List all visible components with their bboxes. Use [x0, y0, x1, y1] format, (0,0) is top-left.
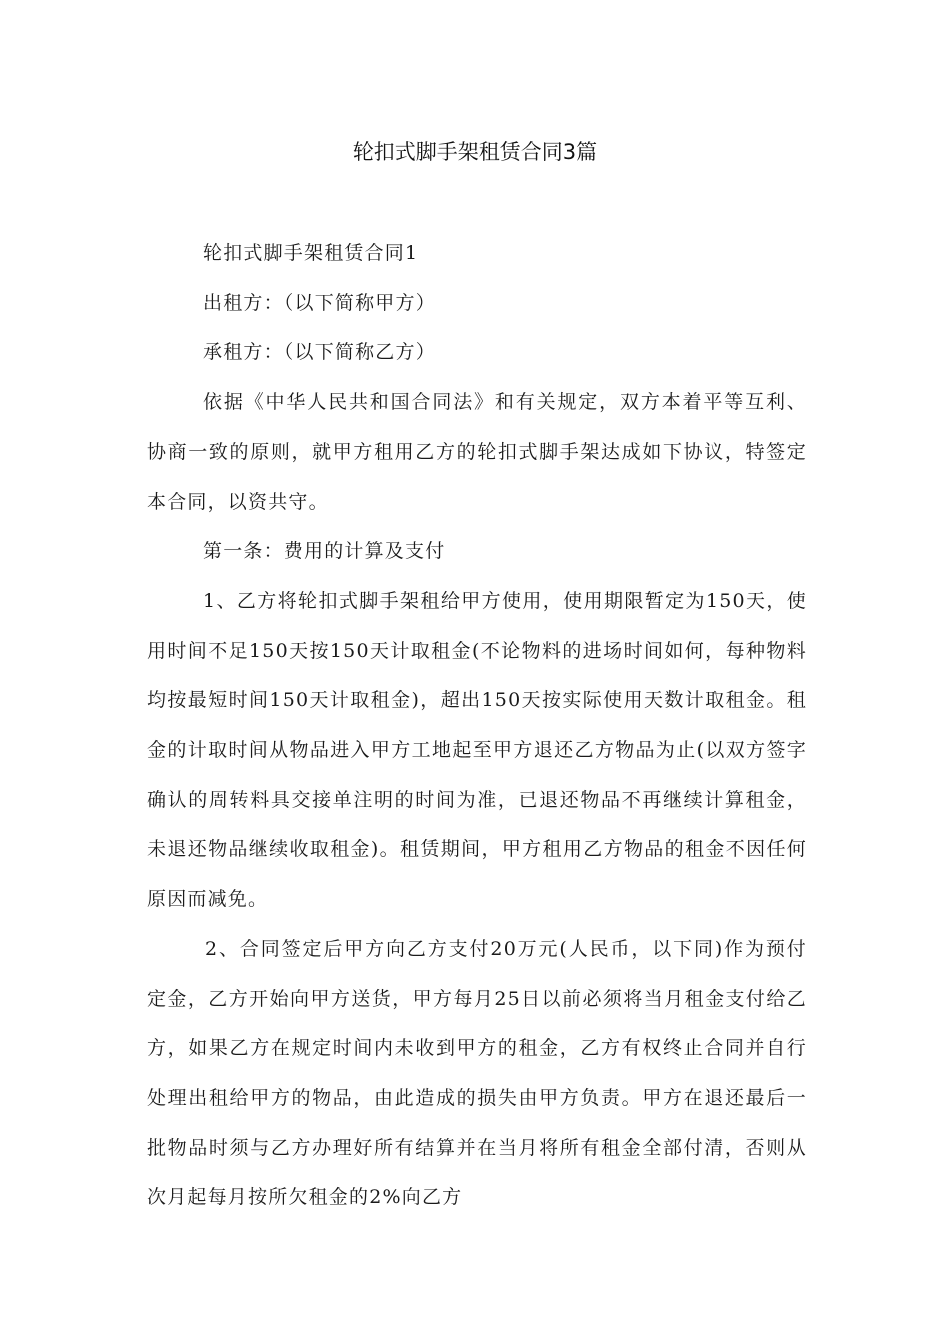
- preamble-paragraph: 依据《中华人民共和国合同法》和有关规定，双方本着平等互利、协商一致的原则，就甲方租用乙方的轮扣式脚手架达成如下协议，特签定本合同，以资共守。: [147, 391, 807, 513]
- lessor-line: 出租方：（以下简称甲方）: [203, 291, 436, 314]
- lessee-line: 承租方：（以下简称乙方）: [203, 341, 436, 364]
- contract-subtitle: 轮扣式脚手架租赁合同1: [203, 242, 419, 264]
- clause-1-paragraph: 1、乙方将轮扣式脚手架租给甲方使用，使用期限暂定为150天，使用时间不足150天按150天计取租金(不论物料的进场时间如何，每种物料均按最短时间150天计取租金)，超出150天按实际使用天数计取租金。租金的计取时间从物品进入甲方工地起至甲方退还乙方物品为止(以双方签字确认的周转料具交接单注明的时间为准，已退还物品不再继续计算租金，未退还物品继续收取租金)。租赁期间，甲方租用乙方物品的租金不因任何原因而减免。: [147, 589, 807, 911]
- clause-2-paragraph: 2、合同签定后甲方向乙方支付20万元(人民币，以下同)作为预付定金，乙方开始向甲方送货，甲方每月25日以前必须将当月租金支付给乙方，如果乙方在规定时间内未收到甲方的租金，乙方有权终止合同并自行处理出租给甲方的物品，由此造成的损失由甲方负责。甲方在退还最后一批物品时须与乙方办理好所有结算并在当月将所有租金全部付清，否则从次月起每月按所欠租金的2%向乙方: [147, 937, 807, 1209]
- document-body: [147, 229, 807, 1223]
- document-title: 轮扣式脚手架租赁合同3篇: [352, 140, 598, 164]
- article-one-heading: 第一条：费用的计算及支付: [203, 540, 446, 563]
